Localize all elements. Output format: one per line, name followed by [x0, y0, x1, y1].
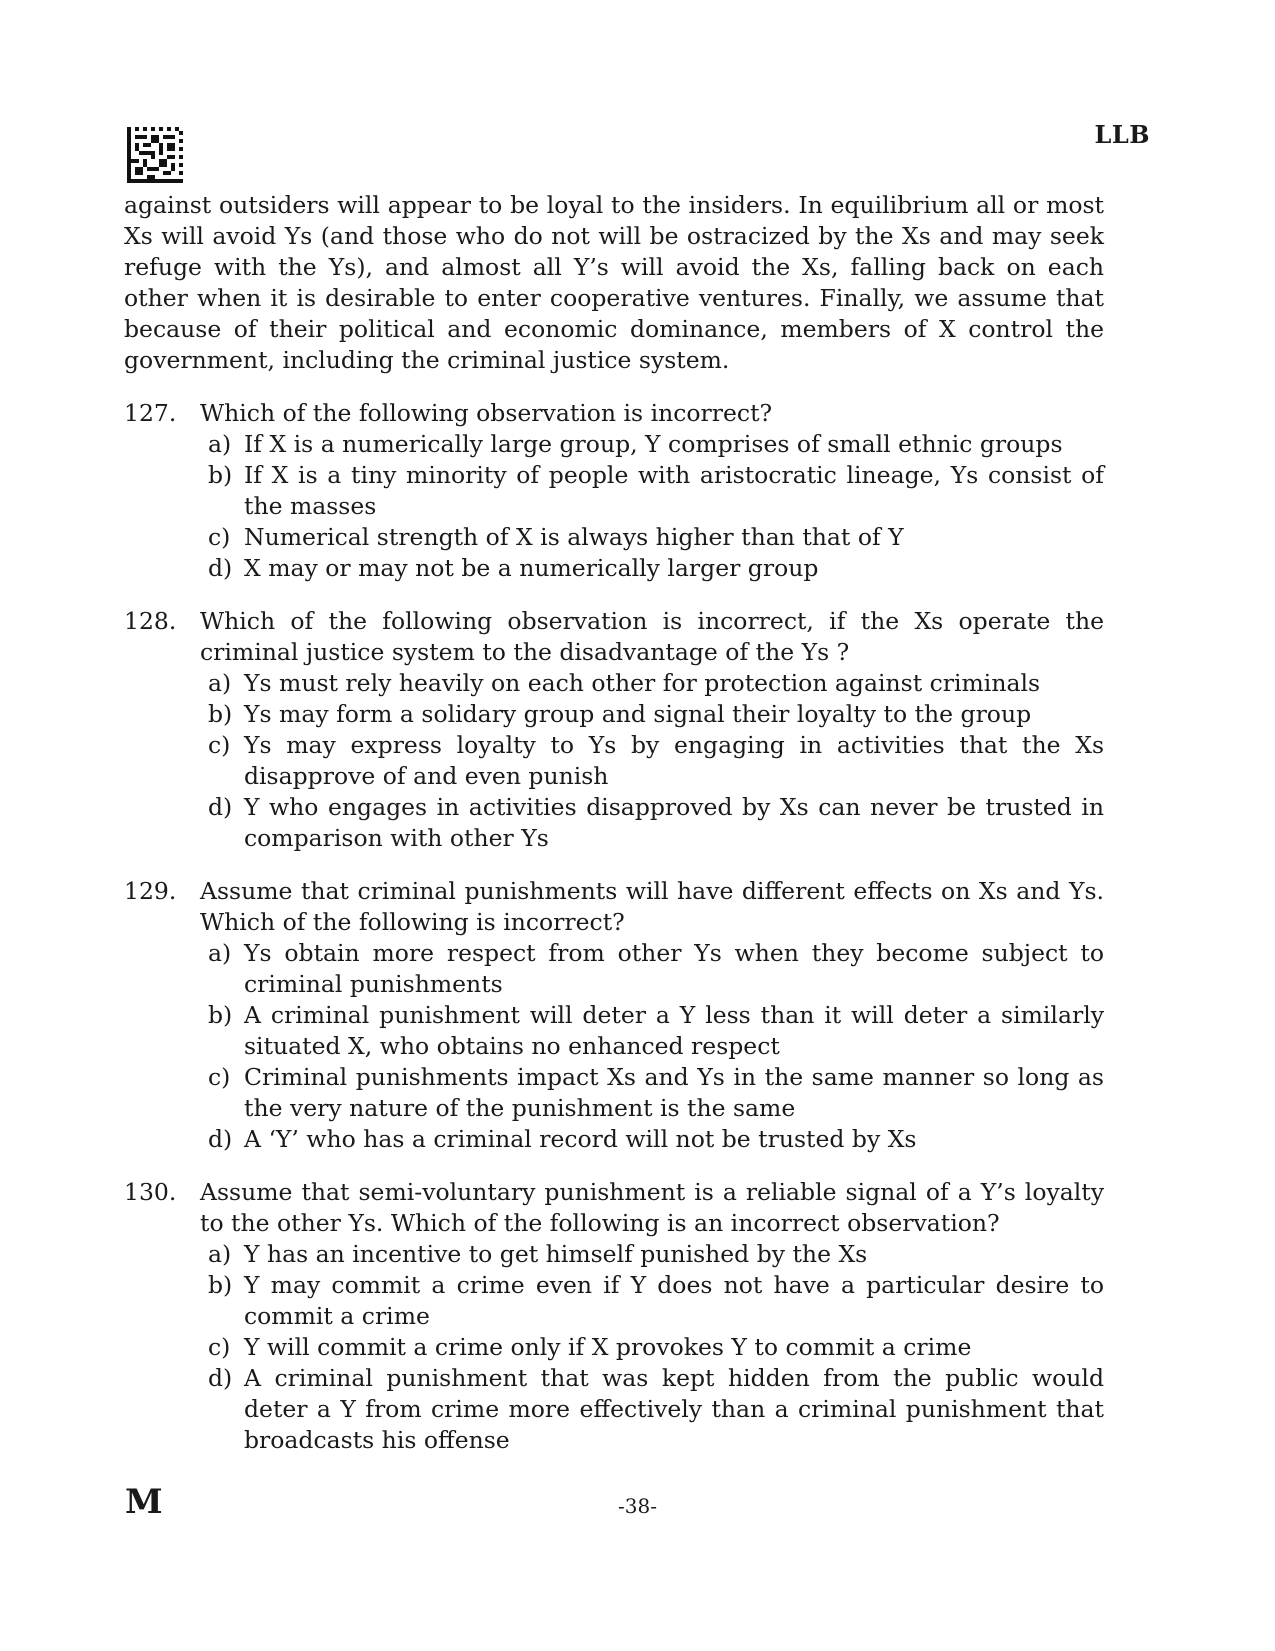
passage-text: against outsiders will appear to be loyal to the insiders. In equilibrium all or most Xs will avoid Ys (and those who do not will be ostracized by the Xs and may seek refuge with the Ys), and almost all Y’s will avoid the Xs, falling back on each other when it is desirable to enter cooperative ventures. Finally, we assume that because of their political and economic dominance, members of X control the government, including the criminal justice system.	[124, 191, 1104, 374]
option-label: b)	[208, 700, 233, 728]
option-d	[208, 553, 1104, 584]
option-c	[208, 1062, 1104, 1124]
option-a	[208, 429, 1104, 460]
option-text: If X is a numerically large group, Y comprises of small ethnic groups	[244, 430, 1063, 458]
subject-code: LLB	[1094, 120, 1150, 149]
option-b	[208, 699, 1104, 730]
question-text: Assume that semi-voluntary punishment is a reliable signal of a Y’s loyalty to the other Ys. Which of the following is an incorrect observation?	[200, 1178, 1104, 1237]
option-text: Ys obtain more respect from other Ys when they become subject to criminal punishments	[244, 939, 1104, 998]
option-a	[208, 938, 1104, 1000]
option-label: d)	[208, 554, 233, 582]
question-number: 128.	[124, 607, 177, 635]
option-label: d)	[208, 1125, 233, 1153]
option-label: b)	[208, 1001, 233, 1029]
option-label: a)	[208, 669, 232, 697]
option-text: A criminal punishment will deter a Y less than it will deter a similarly situated X, who obtains no enhanced respect	[244, 1001, 1104, 1060]
option-d	[208, 1124, 1104, 1155]
option-text: Y who engages in activities disapproved by Xs can never be trusted in comparison with other Ys	[244, 793, 1104, 852]
option-c	[208, 730, 1104, 792]
question-130	[124, 1177, 1104, 1456]
option-text: Ys may express loyalty to Ys by engaging in activities that the Xs disapprove of and even punish	[244, 731, 1104, 790]
option-list	[208, 668, 1104, 854]
option-label: c)	[208, 523, 231, 551]
option-b	[208, 1000, 1104, 1062]
option-text: Ys must rely heavily on each other for protection against criminals	[244, 669, 1041, 697]
option-text: Criminal punishments impact Xs and Ys in the same manner so long as the very nature of the punishment is the same	[244, 1063, 1104, 1122]
option-c	[208, 1332, 1104, 1363]
option-label: c)	[208, 1333, 231, 1361]
page-number: -38-	[618, 1494, 657, 1518]
option-label: a)	[208, 1240, 232, 1268]
option-label: d)	[208, 1364, 233, 1392]
option-list	[208, 938, 1104, 1155]
option-c	[208, 522, 1104, 553]
option-label: b)	[208, 461, 233, 489]
option-a	[208, 668, 1104, 699]
option-label: c)	[208, 1063, 231, 1091]
question-127	[124, 398, 1104, 584]
option-d	[208, 792, 1104, 854]
option-text: Ys may form a solidary group and signal their loyalty to the group	[244, 700, 1032, 728]
question-128	[124, 606, 1104, 854]
series-letter: M	[125, 1482, 163, 1522]
option-label: d)	[208, 793, 233, 821]
option-b	[208, 460, 1104, 522]
option-text: Y has an incentive to get himself punished by the Xs	[244, 1240, 868, 1268]
option-text: If X is a tiny minority of people with aristocratic lineage, Ys consist of the masses	[244, 461, 1104, 520]
question-number: 130.	[124, 1178, 177, 1206]
question-text: Which of the following observation is incorrect?	[200, 399, 773, 427]
option-label: b)	[208, 1271, 233, 1299]
option-text: A ‘Y’ who has a criminal record will not be trusted by Xs	[244, 1125, 917, 1153]
option-list	[208, 429, 1104, 584]
page-content	[124, 190, 1104, 1478]
option-d	[208, 1363, 1104, 1456]
option-text: A criminal punishment that was kept hidden from the public would deter a Y from crime more effectively than a criminal punishment that broadcasts his offense	[244, 1364, 1104, 1454]
option-label: a)	[208, 939, 232, 967]
question-number: 129.	[124, 877, 177, 905]
question-text: Which of the following observation is incorrect, if the Xs operate the criminal justice system to the disadvantage of the Ys ?	[200, 607, 1104, 666]
option-text: Y will commit a crime only if X provokes Y to commit a crime	[244, 1333, 972, 1361]
question-text: Assume that criminal punishments will have different effects on Xs and Ys. Which of the following is incorrect?	[200, 877, 1104, 936]
option-label: c)	[208, 731, 231, 759]
data-matrix-barcode	[127, 127, 183, 183]
option-a	[208, 1239, 1104, 1270]
option-text: Y may commit a crime even if Y does not have a particular desire to commit a crime	[244, 1271, 1104, 1330]
option-b	[208, 1270, 1104, 1332]
option-text: Numerical strength of X is always higher than that of Y	[244, 523, 904, 551]
option-text: X may or may not be a numerically larger group	[244, 554, 819, 582]
question-129	[124, 876, 1104, 1155]
question-number: 127.	[124, 399, 177, 427]
option-list	[208, 1239, 1104, 1456]
option-label: a)	[208, 430, 232, 458]
